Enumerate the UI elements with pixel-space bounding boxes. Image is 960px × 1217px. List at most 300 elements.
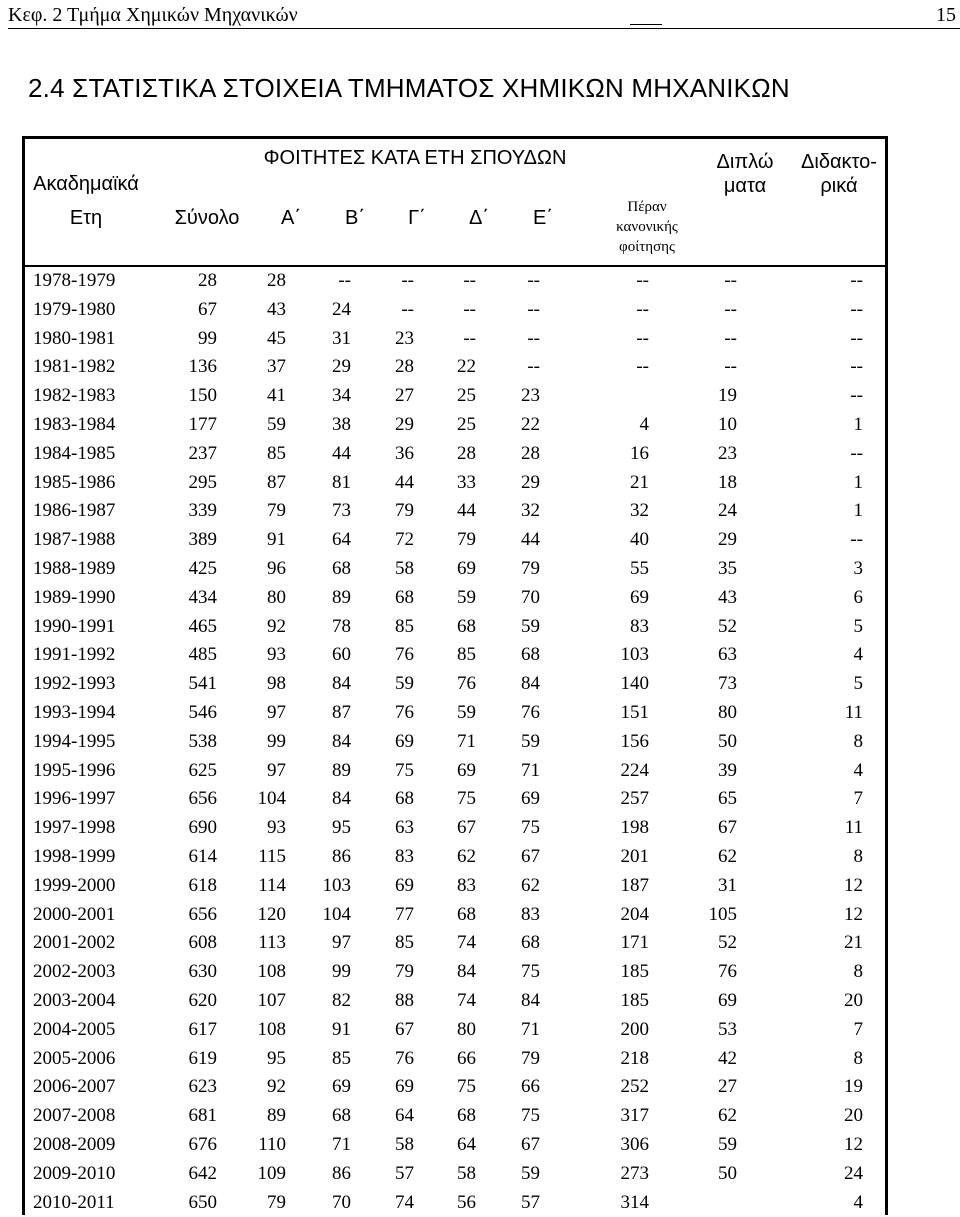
cell-year-a: 93 xyxy=(267,641,286,670)
cell-beyond: 187 xyxy=(621,872,650,901)
table-row xyxy=(25,670,885,699)
cell-diplomas: 59 xyxy=(718,1131,737,1160)
cell-year-c: 58 xyxy=(395,1131,414,1160)
cell-doctorates: 7 xyxy=(854,785,864,814)
cell-year-c: 68 xyxy=(395,785,414,814)
table-row xyxy=(25,1131,885,1160)
cell-year-b: 71 xyxy=(332,1131,351,1160)
cell-beyond: -- xyxy=(636,267,649,296)
cell-year-c: 23 xyxy=(395,325,414,354)
cell-beyond: 21 xyxy=(630,469,649,498)
header-diplomas-2: ματα xyxy=(705,175,785,197)
cell-diplomas: 62 xyxy=(718,1102,737,1131)
cell-year: 1988-1989 xyxy=(33,555,115,584)
cell-year-e: 71 xyxy=(521,757,540,786)
cell-doctorates: 8 xyxy=(854,958,864,987)
cell-beyond: 198 xyxy=(621,814,650,843)
cell-year-c: 64 xyxy=(395,1102,414,1131)
cell-total: 618 xyxy=(189,872,218,901)
cell-year-a: 108 xyxy=(258,958,287,987)
cell-year-c: -- xyxy=(401,296,414,325)
cell-total: 625 xyxy=(189,757,218,786)
cell-year: 2005-2006 xyxy=(33,1045,115,1074)
cell-year-d: 44 xyxy=(457,497,476,526)
cell-year-a: 59 xyxy=(267,411,286,440)
table-body xyxy=(25,267,885,1217)
cell-diplomas: 24 xyxy=(718,497,737,526)
cell-total: 434 xyxy=(189,584,218,613)
table-row xyxy=(25,987,885,1016)
cell-diplomas: 19 xyxy=(718,382,737,411)
header-year-d: Δ΄ xyxy=(461,207,497,229)
cell-beyond: 40 xyxy=(630,526,649,555)
table-row xyxy=(25,1189,885,1217)
header-year-a: Α΄ xyxy=(273,207,309,229)
statistics-table xyxy=(22,136,888,1215)
cell-year-c: 76 xyxy=(395,699,414,728)
header-year-e: Ε΄ xyxy=(525,207,561,229)
cell-year-e: 83 xyxy=(521,901,540,930)
cell-year: 1995-1996 xyxy=(33,757,115,786)
cell-year-a: 95 xyxy=(267,1045,286,1074)
cell-year-e: 67 xyxy=(521,1131,540,1160)
cell-year-a: 41 xyxy=(267,382,286,411)
cell-year-e: 79 xyxy=(521,555,540,584)
cell-beyond: 156 xyxy=(621,728,650,757)
cell-beyond: 171 xyxy=(621,929,650,958)
cell-doctorates: 1 xyxy=(854,497,864,526)
cell-diplomas: 63 xyxy=(718,641,737,670)
cell-beyond: 151 xyxy=(621,699,650,728)
cell-year-d: 59 xyxy=(457,584,476,613)
cell-doctorates: 11 xyxy=(845,699,863,728)
cell-year-b: 95 xyxy=(332,814,351,843)
cell-year: 2002-2003 xyxy=(33,958,115,987)
cell-year-d: 69 xyxy=(457,555,476,584)
cell-year-e: 22 xyxy=(521,411,540,440)
cell-diplomas: 67 xyxy=(718,814,737,843)
cell-year: 1984-1985 xyxy=(33,440,115,469)
cell-total: 650 xyxy=(189,1189,218,1217)
cell-year-c: 36 xyxy=(395,440,414,469)
cell-diplomas: 35 xyxy=(718,555,737,584)
cell-diplomas: 105 xyxy=(709,901,738,930)
cell-year-c: 69 xyxy=(395,728,414,757)
table-row xyxy=(25,469,885,498)
cell-diplomas: -- xyxy=(724,296,737,325)
cell-doctorates: 8 xyxy=(854,843,864,872)
table-row xyxy=(25,728,885,757)
cell-diplomas: 65 xyxy=(718,785,737,814)
cell-beyond: 201 xyxy=(621,843,650,872)
cell-year-a: 97 xyxy=(267,757,286,786)
cell-year-e: 75 xyxy=(521,1102,540,1131)
cell-beyond: 69 xyxy=(630,584,649,613)
cell-beyond: 4 xyxy=(640,411,650,440)
cell-doctorates: 12 xyxy=(844,1131,863,1160)
cell-year-e: 75 xyxy=(521,958,540,987)
cell-year-a: 89 xyxy=(267,1102,286,1131)
cell-year-e: 69 xyxy=(521,785,540,814)
cell-year-a: 37 xyxy=(267,353,286,382)
cell-year-e: 68 xyxy=(521,929,540,958)
cell-year-e: -- xyxy=(527,267,540,296)
header-doctorates-1: Διδακτο- xyxy=(793,151,885,173)
cell-diplomas: 42 xyxy=(718,1045,737,1074)
table-row xyxy=(25,382,885,411)
cell-doctorates: 8 xyxy=(854,728,864,757)
cell-total: 681 xyxy=(189,1102,218,1131)
cell-diplomas: 39 xyxy=(718,757,737,786)
cell-year-b: 86 xyxy=(332,1160,351,1189)
cell-year-c: 44 xyxy=(395,469,414,498)
cell-year-a: 96 xyxy=(267,555,286,584)
table-row xyxy=(25,872,885,901)
cell-year-c: 69 xyxy=(395,872,414,901)
cell-year-e: 29 xyxy=(521,469,540,498)
cell-year-e: 70 xyxy=(521,584,540,613)
cell-beyond: 200 xyxy=(621,1016,650,1045)
cell-year-b: 34 xyxy=(332,382,351,411)
cell-year: 1981-1982 xyxy=(33,353,115,382)
cell-year-c: 27 xyxy=(395,382,414,411)
cell-year-d: 69 xyxy=(457,757,476,786)
table-row xyxy=(25,526,885,555)
cell-year-b: 104 xyxy=(323,901,352,930)
cell-total: 617 xyxy=(189,1016,218,1045)
cell-year-d: -- xyxy=(463,325,476,354)
table-row xyxy=(25,1073,885,1102)
cell-doctorates: 6 xyxy=(854,584,864,613)
cell-diplomas: 52 xyxy=(718,613,737,642)
cell-year-b: 84 xyxy=(332,785,351,814)
cell-total: 485 xyxy=(189,641,218,670)
cell-year-d: 58 xyxy=(457,1160,476,1189)
cell-beyond: 140 xyxy=(621,670,650,699)
cell-beyond: 204 xyxy=(621,901,650,930)
cell-year-c: 79 xyxy=(395,958,414,987)
cell-year-c: 88 xyxy=(395,987,414,1016)
cell-year-b: 82 xyxy=(332,987,351,1016)
cell-beyond: 103 xyxy=(621,641,650,670)
cell-year-c: 67 xyxy=(395,1016,414,1045)
cell-year-a: 115 xyxy=(258,843,286,872)
cell-diplomas: 50 xyxy=(718,1160,737,1189)
cell-year-b: 24 xyxy=(332,296,351,325)
table-row xyxy=(25,1045,885,1074)
cell-year-d: 66 xyxy=(457,1045,476,1074)
cell-diplomas: 43 xyxy=(718,584,737,613)
cell-beyond: 83 xyxy=(630,613,649,642)
cell-year-d: 74 xyxy=(457,929,476,958)
table-row xyxy=(25,555,885,584)
cell-doctorates: 12 xyxy=(844,872,863,901)
cell-year-c: 76 xyxy=(395,641,414,670)
cell-doctorates: -- xyxy=(850,296,863,325)
cell-diplomas: 73 xyxy=(718,670,737,699)
table-row xyxy=(25,699,885,728)
cell-year-a: 97 xyxy=(267,699,286,728)
cell-beyond: 317 xyxy=(621,1102,650,1131)
cell-year: 1996-1997 xyxy=(33,785,115,814)
cell-year-a: 79 xyxy=(267,1189,286,1217)
cell-year-c: 77 xyxy=(395,901,414,930)
cell-total: 656 xyxy=(189,785,218,814)
cell-year-b: 103 xyxy=(323,872,352,901)
cell-beyond: 218 xyxy=(621,1045,650,1074)
table-row xyxy=(25,584,885,613)
table-row xyxy=(25,757,885,786)
cell-year-a: 45 xyxy=(267,325,286,354)
cell-total: 136 xyxy=(189,353,218,382)
cell-year-b: 91 xyxy=(332,1016,351,1045)
cell-total: 541 xyxy=(189,670,218,699)
cell-diplomas: 10 xyxy=(718,411,737,440)
cell-doctorates: -- xyxy=(850,353,863,382)
cell-year-c: 85 xyxy=(395,613,414,642)
cell-year-d: 67 xyxy=(457,814,476,843)
cell-year-b: 87 xyxy=(332,699,351,728)
cell-year-c: 28 xyxy=(395,353,414,382)
cell-year-a: 43 xyxy=(267,296,286,325)
cell-year-a: 114 xyxy=(258,872,286,901)
cell-year-e: 57 xyxy=(521,1189,540,1217)
cell-year-a: 92 xyxy=(267,613,286,642)
page-header xyxy=(8,4,960,29)
cell-total: 99 xyxy=(198,325,217,354)
cell-year-a: 109 xyxy=(258,1160,287,1189)
cell-year: 1985-1986 xyxy=(33,469,115,498)
cell-total: 690 xyxy=(189,814,218,843)
cell-year: 2003-2004 xyxy=(33,987,115,1016)
header-academic-years: Ακαδημαϊκά xyxy=(25,173,147,195)
header-students-group: ΦΟΙΤΗΤΕΣ ΚΑΤΑ ΕΤΗ ΣΠΟΥΔΩΝ xyxy=(175,147,655,169)
cell-diplomas: 69 xyxy=(718,987,737,1016)
cell-diplomas: -- xyxy=(724,267,737,296)
cell-diplomas: 52 xyxy=(718,929,737,958)
cell-year-b: 60 xyxy=(332,641,351,670)
cell-year-c: 59 xyxy=(395,670,414,699)
cell-total: 619 xyxy=(189,1045,218,1074)
cell-year: 1978-1979 xyxy=(33,267,115,296)
cell-year-b: 44 xyxy=(332,440,351,469)
cell-year: 2010-2011 xyxy=(33,1189,115,1217)
cell-year-b: 73 xyxy=(332,497,351,526)
cell-doctorates: 5 xyxy=(854,670,864,699)
cell-year-b: 69 xyxy=(332,1073,351,1102)
cell-year-d: 28 xyxy=(457,440,476,469)
cell-year-a: 80 xyxy=(267,584,286,613)
cell-year-b: 84 xyxy=(332,670,351,699)
cell-year-c: 69 xyxy=(395,1073,414,1102)
cell-year-a: 91 xyxy=(267,526,286,555)
cell-total: 614 xyxy=(189,843,218,872)
cell-year-a: 85 xyxy=(267,440,286,469)
cell-year-c: 76 xyxy=(395,1045,414,1074)
cell-total: 237 xyxy=(189,440,218,469)
cell-beyond: 32 xyxy=(630,497,649,526)
cell-year-e: 66 xyxy=(521,1073,540,1102)
cell-total: 676 xyxy=(189,1131,218,1160)
cell-year: 1987-1988 xyxy=(33,526,115,555)
section-title: 2.4 ΣΤΑΤΙΣΤΙΚΑ ΣΤΟΙΧΕΙΑ ΤΜΗΜΑΤΟΣ ΧΗΜΙΚΩΝ ΜΗΧΑΝΙΚΩΝ xyxy=(28,73,790,103)
cell-year-d: 75 xyxy=(457,785,476,814)
cell-doctorates: 4 xyxy=(854,757,864,786)
cell-year: 1994-1995 xyxy=(33,728,115,757)
cell-year-d: 68 xyxy=(457,613,476,642)
cell-doctorates: -- xyxy=(850,526,863,555)
cell-total: 389 xyxy=(189,526,218,555)
cell-year-c: 85 xyxy=(395,929,414,958)
cell-beyond: 185 xyxy=(621,987,650,1016)
cell-total: 642 xyxy=(189,1160,218,1189)
cell-year-b: 31 xyxy=(332,325,351,354)
cell-year-b: 38 xyxy=(332,411,351,440)
cell-doctorates: 11 xyxy=(845,814,863,843)
cell-diplomas: -- xyxy=(724,353,737,382)
cell-year-e: 44 xyxy=(521,526,540,555)
header-year-b: Β΄ xyxy=(337,207,373,229)
cell-year-c: 58 xyxy=(395,555,414,584)
table-row xyxy=(25,497,885,526)
cell-year: 2000-2001 xyxy=(33,901,115,930)
cell-year-d: 22 xyxy=(457,353,476,382)
cell-year-a: 107 xyxy=(258,987,287,1016)
cell-doctorates: 12 xyxy=(844,901,863,930)
cell-year-b: 68 xyxy=(332,555,351,584)
header-beyond-3: φοίτησης xyxy=(597,239,697,256)
cell-year-e: 76 xyxy=(521,699,540,728)
cell-beyond: 224 xyxy=(621,757,650,786)
cell-year-e: 67 xyxy=(521,843,540,872)
cell-year-a: 93 xyxy=(267,814,286,843)
cell-year-e: -- xyxy=(527,325,540,354)
cell-year-b: 89 xyxy=(332,584,351,613)
cell-year: 1993-1994 xyxy=(33,699,115,728)
cell-year: 2006-2007 xyxy=(33,1073,115,1102)
cell-beyond: 314 xyxy=(621,1189,650,1217)
cell-year-e: 84 xyxy=(521,670,540,699)
cell-year-d: 68 xyxy=(457,1102,476,1131)
cell-year-d: 56 xyxy=(457,1189,476,1217)
cell-beyond: 252 xyxy=(621,1073,650,1102)
cell-year-b: 86 xyxy=(332,843,351,872)
cell-year-d: 64 xyxy=(457,1131,476,1160)
cell-year: 1982-1983 xyxy=(33,382,115,411)
header-total: Σύνολο xyxy=(171,207,243,229)
cell-year-c: 63 xyxy=(395,814,414,843)
cell-year-c: 75 xyxy=(395,757,414,786)
cell-doctorates: 4 xyxy=(854,641,864,670)
table-row xyxy=(25,1160,885,1189)
cell-diplomas: 23 xyxy=(718,440,737,469)
cell-year-d: 79 xyxy=(457,526,476,555)
cell-year-b: 97 xyxy=(332,929,351,958)
cell-doctorates: 8 xyxy=(854,1045,864,1074)
cell-total: 28 xyxy=(198,267,217,296)
cell-diplomas: 27 xyxy=(718,1073,737,1102)
cell-year-d: 25 xyxy=(457,382,476,411)
cell-year-d: 71 xyxy=(457,728,476,757)
table-row xyxy=(25,411,885,440)
cell-year-e: 23 xyxy=(521,382,540,411)
cell-doctorates: -- xyxy=(850,267,863,296)
cell-year: 2007-2008 xyxy=(33,1102,115,1131)
cell-year-b: 84 xyxy=(332,728,351,757)
header-beyond-2: κανονικής xyxy=(597,219,697,236)
cell-doctorates: 20 xyxy=(844,987,863,1016)
header-underline-mark xyxy=(630,4,662,25)
cell-doctorates: 3 xyxy=(854,555,864,584)
cell-doctorates: 21 xyxy=(844,929,863,958)
cell-beyond: 185 xyxy=(621,958,650,987)
cell-year-b: 81 xyxy=(332,469,351,498)
cell-beyond: 55 xyxy=(630,555,649,584)
cell-total: 623 xyxy=(189,1073,218,1102)
cell-year-b: 85 xyxy=(332,1045,351,1074)
header-year-c: Γ΄ xyxy=(399,207,435,229)
cell-year-e: -- xyxy=(527,353,540,382)
cell-year-c: 68 xyxy=(395,584,414,613)
cell-year: 2001-2002 xyxy=(33,929,115,958)
cell-year-a: 104 xyxy=(258,785,287,814)
cell-year-a: 79 xyxy=(267,497,286,526)
cell-year-b: 70 xyxy=(332,1189,351,1217)
cell-year: 2009-2010 xyxy=(33,1160,115,1189)
cell-total: 630 xyxy=(189,958,218,987)
cell-doctorates: -- xyxy=(850,325,863,354)
cell-year-d: 85 xyxy=(457,641,476,670)
cell-year-b: -- xyxy=(338,267,351,296)
cell-diplomas: 18 xyxy=(718,469,737,498)
cell-total: 656 xyxy=(189,901,218,930)
header-beyond-1: Πέραν xyxy=(597,199,697,216)
header-doctorates-2: ρικά xyxy=(793,175,885,197)
cell-year-e: 71 xyxy=(521,1016,540,1045)
cell-total: 339 xyxy=(189,497,218,526)
cell-total: 608 xyxy=(189,929,218,958)
cell-year-b: 89 xyxy=(332,757,351,786)
cell-beyond: 273 xyxy=(621,1160,650,1189)
cell-doctorates: 19 xyxy=(844,1073,863,1102)
cell-year-d: 80 xyxy=(457,1016,476,1045)
cell-year: 1979-1980 xyxy=(33,296,115,325)
cell-year-e: 59 xyxy=(521,728,540,757)
cell-year: 1997-1998 xyxy=(33,814,115,843)
cell-total: 620 xyxy=(189,987,218,1016)
cell-total: 538 xyxy=(189,728,218,757)
cell-year: 1983-1984 xyxy=(33,411,115,440)
cell-year: 1990-1991 xyxy=(33,613,115,642)
cell-year-d: 74 xyxy=(457,987,476,1016)
cell-year-d: -- xyxy=(463,267,476,296)
table-row xyxy=(25,785,885,814)
table-row xyxy=(25,296,885,325)
cell-year-e: 59 xyxy=(521,1160,540,1189)
cell-year-d: 59 xyxy=(457,699,476,728)
cell-year-a: 92 xyxy=(267,1073,286,1102)
header-diplomas-1: Διπλώ xyxy=(705,151,785,173)
cell-diplomas: 29 xyxy=(718,526,737,555)
cell-year-d: 76 xyxy=(457,670,476,699)
cell-doctorates: -- xyxy=(850,382,863,411)
cell-total: 67 xyxy=(198,296,217,325)
cell-year-d: -- xyxy=(463,296,476,325)
cell-year-e: -- xyxy=(527,296,540,325)
table-row xyxy=(25,1016,885,1045)
table-row xyxy=(25,325,885,354)
cell-year: 1989-1990 xyxy=(33,584,115,613)
